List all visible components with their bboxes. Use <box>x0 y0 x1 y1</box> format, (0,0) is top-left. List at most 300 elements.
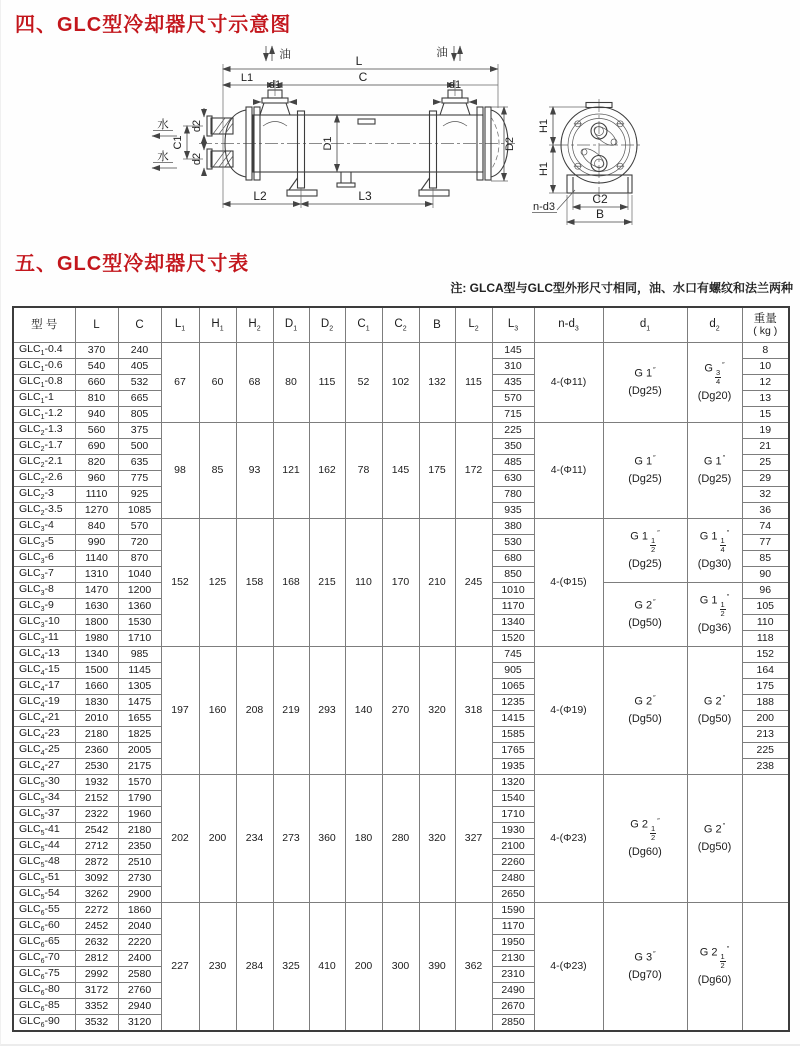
fraction: $\frac{1}{2}$ <box>651 535 656 554</box>
cell-C2: 280 <box>382 775 419 903</box>
cell-thread: G 1″ (Dg25) <box>603 343 687 423</box>
cell-H1: 160 <box>199 647 236 775</box>
inch-mark: ″ <box>653 695 656 703</box>
cell-model: $GLC_3-6$ <box>13 551 75 567</box>
cell-L: 2712 <box>75 839 118 855</box>
inch-mark: ″ <box>722 455 726 463</box>
cell-L: 840 <box>75 519 118 535</box>
table-row <box>13 647 789 663</box>
cell-weight: 164 <box>742 663 789 679</box>
cell-C: 1710 <box>118 631 161 647</box>
cell-C: 1200 <box>118 583 161 599</box>
cell-model: $GLC_4-25$ <box>13 743 75 759</box>
cell-weight <box>742 903 789 1032</box>
cell-D2: 162 <box>309 423 345 519</box>
dim-label-C2: C2 <box>592 192 608 206</box>
cell-L3: 1340 <box>492 615 534 631</box>
cell-D1: 273 <box>273 775 309 903</box>
cell-model: $GLC_5-44$ <box>13 839 75 855</box>
cell-C: 570 <box>118 519 161 535</box>
cell-L3: 850 <box>492 567 534 583</box>
cell-C2: 102 <box>382 343 419 423</box>
cell-L3: 2490 <box>492 983 534 999</box>
cell-B: 210 <box>419 519 455 647</box>
cell-C1: 200 <box>345 903 382 1032</box>
cell-weight: 118 <box>742 631 789 647</box>
cell-model: $GLC_2-3.5$ <box>13 503 75 519</box>
table-body <box>13 343 789 1032</box>
cell-model: $GLC_5-30$ <box>13 775 75 791</box>
cell-H1: 85 <box>199 423 236 519</box>
cell-C: 2040 <box>118 919 161 935</box>
cell-weight: 32 <box>742 487 789 503</box>
cell-model: $GLC_1-0.6$ <box>13 359 75 375</box>
cell-L3: 905 <box>492 663 534 679</box>
cell-C: 2580 <box>118 967 161 983</box>
cell-D2: 360 <box>309 775 345 903</box>
cell-thread: G 2″ (Dg50) <box>687 647 742 775</box>
cell-D2: 115 <box>309 343 345 423</box>
dimension-table <box>12 306 790 1032</box>
cell-C: 2760 <box>118 983 161 999</box>
cell-L: 2322 <box>75 807 118 823</box>
cell-model: $GLC_2-1.3$ <box>13 423 75 439</box>
cell-C: 2900 <box>118 887 161 903</box>
cell-C: 2175 <box>118 759 161 775</box>
cell-n-d3: 4-(Φ23) <box>534 903 603 1032</box>
cell-C: 2730 <box>118 871 161 887</box>
oil-label-right: 油 <box>436 47 448 59</box>
cell-model: $GLC_3-5$ <box>13 535 75 551</box>
cell-L: 3352 <box>75 999 118 1015</box>
cell-L: 1500 <box>75 663 118 679</box>
col-header: $C_2$ <box>382 307 419 343</box>
cell-L3: 1935 <box>492 759 534 775</box>
cell-model: $GLC_1-1$ <box>13 391 75 407</box>
cell-C: 2005 <box>118 743 161 759</box>
cell-B: 320 <box>419 647 455 775</box>
col-header: $D_2$ <box>309 307 345 343</box>
cell-weight: 12 <box>742 375 789 391</box>
col-header: $L_1$ <box>161 307 199 343</box>
cell-C: 720 <box>118 535 161 551</box>
cell-L2: 362 <box>455 903 492 1032</box>
cell-L: 820 <box>75 455 118 471</box>
cell-model: $GLC_3-8$ <box>13 583 75 599</box>
header-row <box>13 307 789 343</box>
cell-model: $GLC_6-90$ <box>13 1015 75 1032</box>
cell-C: 805 <box>118 407 161 423</box>
cell-weight: 110 <box>742 615 789 631</box>
inch-mark: ″ <box>726 946 730 954</box>
inch-mark: ″ <box>722 823 726 831</box>
cell-H1: 125 <box>199 519 236 647</box>
cell-L: 3092 <box>75 871 118 887</box>
cell-C: 3120 <box>118 1015 161 1032</box>
dim-label-d2-bottom: d2 <box>191 152 203 166</box>
cell-L3: 1590 <box>492 903 534 919</box>
cell-L3: 530 <box>492 535 534 551</box>
cell-model: $GLC_6-55$ <box>13 903 75 919</box>
cell-weight: 8 <box>742 343 789 359</box>
cell-L: 810 <box>75 391 118 407</box>
cell-B: 320 <box>419 775 455 903</box>
cell-C: 665 <box>118 391 161 407</box>
cell-D2: 293 <box>309 647 345 775</box>
cell-L3: 145 <box>492 343 534 359</box>
cell-L: 2530 <box>75 759 118 775</box>
cell-model: $GLC_3-9$ <box>13 599 75 615</box>
cell-L: 2152 <box>75 791 118 807</box>
col-header: B <box>419 307 455 343</box>
cell-thread: G 1 $\frac{1}{2}$ ″ (Dg36) <box>687 583 742 647</box>
cell-C: 1570 <box>118 775 161 791</box>
col-header: 型 号 <box>13 307 75 343</box>
cell-C: 1085 <box>118 503 161 519</box>
dim-label-d1-right: d1 <box>448 79 462 91</box>
cell-L: 2812 <box>75 951 118 967</box>
cell-L: 2180 <box>75 727 118 743</box>
cell-C: 375 <box>118 423 161 439</box>
cell-H2: 93 <box>236 423 273 519</box>
cell-L: 3172 <box>75 983 118 999</box>
table-note: 注: GLCA型与GLC型外形尺寸相同，油、水口有螺纹和法兰两种 <box>450 281 793 295</box>
cell-L3: 380 <box>492 519 534 535</box>
oil-label-left: 油 <box>279 49 291 61</box>
inch-mark: ″ <box>722 362 725 370</box>
cell-model: $GLC_4-15$ <box>13 663 75 679</box>
cell-weight: 90 <box>742 567 789 583</box>
cell-model: $GLC_6-70$ <box>13 951 75 967</box>
cell-L: 2010 <box>75 711 118 727</box>
fraction: $\frac{1}{4}$ <box>720 535 725 554</box>
cell-C: 1475 <box>118 695 161 711</box>
cell-L1: 67 <box>161 343 199 423</box>
cell-C: 1360 <box>118 599 161 615</box>
dim-label-H1-bottom: H1 <box>538 161 550 177</box>
cell-L: 1140 <box>75 551 118 567</box>
cell-model: $GLC_6-75$ <box>13 967 75 983</box>
cell-model: $GLC_5-41$ <box>13 823 75 839</box>
dim-label-n-d3: n-d3 <box>532 201 556 213</box>
cell-thread: G 2 $\frac{1}{2}$ ″ (Dg60) <box>687 903 742 1032</box>
col-header: $d_1$ <box>603 307 687 343</box>
cell-C: 2350 <box>118 839 161 855</box>
water-label-bottom: 水 <box>157 151 169 163</box>
cell-weight: 19 <box>742 423 789 439</box>
cell-L: 3532 <box>75 1015 118 1032</box>
cell-model: $GLC_5-51$ <box>13 871 75 887</box>
cell-L: 3262 <box>75 887 118 903</box>
cell-L: 1110 <box>75 487 118 503</box>
cell-L: 2272 <box>75 903 118 919</box>
cell-C: 1145 <box>118 663 161 679</box>
cell-model: $GLC_3-4$ <box>13 519 75 535</box>
dim-label-L1: L1 <box>240 72 254 84</box>
cell-model: $GLC_2-1.7$ <box>13 439 75 455</box>
dim-label-L: L <box>355 54 363 68</box>
cell-thread: G 1″ (Dg25) <box>687 423 742 519</box>
cell-L: 940 <box>75 407 118 423</box>
col-header: C <box>118 307 161 343</box>
cell-L: 560 <box>75 423 118 439</box>
cell-C: 635 <box>118 455 161 471</box>
cell-L: 1830 <box>75 695 118 711</box>
cell-model: $GLC_3-11$ <box>13 631 75 647</box>
cell-thread: G 1″ (Dg25) <box>603 423 687 519</box>
cell-C: 1530 <box>118 615 161 631</box>
cell-L3: 2310 <box>492 967 534 983</box>
dim-label-L3: L3 <box>358 189 372 203</box>
cell-L3: 570 <box>492 391 534 407</box>
cell-L1: 98 <box>161 423 199 519</box>
cell-B: 175 <box>419 423 455 519</box>
cell-model: $GLC_1-0.8$ <box>13 375 75 391</box>
cell-L3: 2260 <box>492 855 534 871</box>
cell-C2: 170 <box>382 519 419 647</box>
cell-model: $GLC_5-37$ <box>13 807 75 823</box>
table-row <box>13 519 789 535</box>
cell-L3: 715 <box>492 407 534 423</box>
cell-weight: 29 <box>742 471 789 487</box>
cell-C1: 140 <box>345 647 382 775</box>
dim-label-B: B <box>595 207 605 221</box>
table-row <box>13 903 789 919</box>
cell-weight: 105 <box>742 599 789 615</box>
cell-L1: 227 <box>161 903 199 1032</box>
cell-L3: 1930 <box>492 823 534 839</box>
cell-L: 660 <box>75 375 118 391</box>
cell-C: 1960 <box>118 807 161 823</box>
cell-model: $GLC_4-21$ <box>13 711 75 727</box>
cell-D1: 219 <box>273 647 309 775</box>
cell-H1: 200 <box>199 775 236 903</box>
cell-L: 2542 <box>75 823 118 839</box>
cell-L3: 1415 <box>492 711 534 727</box>
cell-L3: 1710 <box>492 807 534 823</box>
col-header: $H_1$ <box>199 307 236 343</box>
cell-C: 1790 <box>118 791 161 807</box>
cell-C: 2400 <box>118 951 161 967</box>
cell-C: 1040 <box>118 567 161 583</box>
cell-weight: 21 <box>742 439 789 455</box>
cell-L3: 780 <box>492 487 534 503</box>
cell-model: $GLC_6-80$ <box>13 983 75 999</box>
dim-label-d1-left: d1 <box>268 79 282 91</box>
cell-L3: 745 <box>492 647 534 663</box>
cell-thread: G 2″ (Dg50) <box>603 583 687 647</box>
col-header: $D_1$ <box>273 307 309 343</box>
cell-model: $GLC_5-34$ <box>13 791 75 807</box>
cell-L: 960 <box>75 471 118 487</box>
cell-C: 500 <box>118 439 161 455</box>
cell-L: 990 <box>75 535 118 551</box>
cell-L: 1340 <box>75 647 118 663</box>
cell-thread: G 2 $\frac{1}{2}$ ″ (Dg60) <box>603 775 687 903</box>
cell-C1: 110 <box>345 519 382 647</box>
cell-weight: 213 <box>742 727 789 743</box>
dim-label-D1: D1 <box>322 136 334 151</box>
cell-C: 2180 <box>118 823 161 839</box>
cell-weight: 13 <box>742 391 789 407</box>
cell-H2: 208 <box>236 647 273 775</box>
cell-model: $GLC_4-19$ <box>13 695 75 711</box>
cell-model: $GLC_2-2.6$ <box>13 471 75 487</box>
fraction: $\frac{1}{2}$ <box>720 599 725 618</box>
cell-model: $GLC_4-23$ <box>13 727 75 743</box>
inch-mark: ″ <box>653 455 656 463</box>
cell-C1: 52 <box>345 343 382 423</box>
cell-L2: 172 <box>455 423 492 519</box>
cell-weight: 74 <box>742 519 789 535</box>
cell-model: $GLC_2-2.1$ <box>13 455 75 471</box>
cell-L3: 935 <box>492 503 534 519</box>
cell-L3: 1235 <box>492 695 534 711</box>
cell-L3: 310 <box>492 359 534 375</box>
cell-C: 1825 <box>118 727 161 743</box>
cell-L: 1630 <box>75 599 118 615</box>
cell-weight: 238 <box>742 759 789 775</box>
cell-L3: 630 <box>492 471 534 487</box>
cooler-dimension-drawing <box>1 38 800 243</box>
cell-H2: 68 <box>236 343 273 423</box>
cell-L3: 2670 <box>492 999 534 1015</box>
cell-C1: 78 <box>345 423 382 519</box>
cell-model: $GLC_1-1.2$ <box>13 407 75 423</box>
cell-weight: 36 <box>742 503 789 519</box>
inch-mark: ″ <box>657 530 660 538</box>
cell-C: 1860 <box>118 903 161 919</box>
table-row <box>13 423 789 439</box>
cell-weight: 225 <box>742 743 789 759</box>
cell-L3: 1170 <box>492 919 534 935</box>
cell-L: 2632 <box>75 935 118 951</box>
cell-L2: 318 <box>455 647 492 775</box>
cell-C: 2940 <box>118 999 161 1015</box>
dimension-table-wrap <box>12 306 790 1032</box>
cell-L3: 1950 <box>492 935 534 951</box>
cell-D2: 215 <box>309 519 345 647</box>
cell-L3: 1585 <box>492 727 534 743</box>
cell-L: 1800 <box>75 615 118 631</box>
section5-title: 五、GLC型冷却器尺寸表 <box>15 253 250 275</box>
inch-mark: ″ <box>653 951 656 959</box>
cell-L3: 1540 <box>492 791 534 807</box>
cell-model: $GLC_4-27$ <box>13 759 75 775</box>
fraction: $\frac{3}{4}$ <box>715 367 721 386</box>
cell-L: 1310 <box>75 567 118 583</box>
dim-label-H1-top: H1 <box>538 118 550 134</box>
cell-model: $GLC_4-13$ <box>13 647 75 663</box>
dim-label-d2-top: d2 <box>191 119 203 133</box>
cell-B: 132 <box>419 343 455 423</box>
col-header: 重量 ( kg ) <box>742 307 789 343</box>
cell-C: 985 <box>118 647 161 663</box>
cell-H2: 284 <box>236 903 273 1032</box>
cell-model: $GLC_3-7$ <box>13 567 75 583</box>
cell-C2: 270 <box>382 647 419 775</box>
cell-L2: 115 <box>455 343 492 423</box>
cell-H1: 60 <box>199 343 236 423</box>
cell-C: 240 <box>118 343 161 359</box>
cell-L3: 1765 <box>492 743 534 759</box>
cell-L: 1932 <box>75 775 118 791</box>
cell-weight: 15 <box>742 407 789 423</box>
cell-L: 1270 <box>75 503 118 519</box>
dim-label-L2: L2 <box>253 189 267 203</box>
side-view-shell <box>199 90 515 196</box>
cell-weight: 200 <box>742 711 789 727</box>
cell-model: $GLC_6-85$ <box>13 999 75 1015</box>
cell-L3: 1065 <box>492 679 534 695</box>
cell-L3: 1520 <box>492 631 534 647</box>
cell-model: $GLC_5-54$ <box>13 887 75 903</box>
cell-C2: 145 <box>382 423 419 519</box>
cell-L3: 1010 <box>492 583 534 599</box>
cell-L: 1470 <box>75 583 118 599</box>
cell-L: 1660 <box>75 679 118 695</box>
dim-label-C1: C1 <box>172 135 184 150</box>
cell-C: 2220 <box>118 935 161 951</box>
cell-L3: 2850 <box>492 1015 534 1032</box>
cell-weight: 175 <box>742 679 789 695</box>
cell-L3: 350 <box>492 439 534 455</box>
cell-model: $GLC_1-0.4$ <box>13 343 75 359</box>
cell-H2: 234 <box>236 775 273 903</box>
cell-L1: 197 <box>161 647 199 775</box>
cell-model: $GLC_2-3$ <box>13 487 75 503</box>
cell-n-d3: 4-(Φ23) <box>534 775 603 903</box>
fraction: $\frac{1}{2}$ <box>651 823 656 842</box>
dim-label-D2: D2 <box>504 136 516 152</box>
cell-L3: 2130 <box>492 951 534 967</box>
cell-model: $GLC_3-10$ <box>13 615 75 631</box>
cell-D1: 80 <box>273 343 309 423</box>
cell-L3: 2480 <box>492 871 534 887</box>
cell-C: 532 <box>118 375 161 391</box>
dim-label-C: C <box>358 70 368 84</box>
cell-L: 2360 <box>75 743 118 759</box>
cell-C: 1305 <box>118 679 161 695</box>
cell-L2: 245 <box>455 519 492 647</box>
cell-L: 2452 <box>75 919 118 935</box>
inch-mark: ″ <box>653 367 656 375</box>
cell-D2: 410 <box>309 903 345 1032</box>
inch-mark: ″ <box>726 594 730 602</box>
cell-L3: 680 <box>492 551 534 567</box>
cell-L: 2872 <box>75 855 118 871</box>
cell-B: 390 <box>419 903 455 1032</box>
cell-C: 925 <box>118 487 161 503</box>
cell-H2: 158 <box>236 519 273 647</box>
col-header: $C_1$ <box>345 307 382 343</box>
cell-L2: 327 <box>455 775 492 903</box>
water-label-top: 水 <box>157 119 169 131</box>
cell-n-d3: 4-(Φ11) <box>534 423 603 519</box>
cell-L3: 1170 <box>492 599 534 615</box>
cell-L1: 202 <box>161 775 199 903</box>
inch-mark: ″ <box>653 599 656 607</box>
cell-weight: 77 <box>742 535 789 551</box>
cell-n-d3: 4-(Φ11) <box>534 343 603 423</box>
table-header <box>13 307 789 343</box>
col-header: $n-d_3$ <box>534 307 603 343</box>
cell-weight <box>742 775 789 903</box>
inch-mark: ″ <box>657 818 660 826</box>
cell-thread: G 1 $\frac{1}{4}$ ″ (Dg30) <box>687 519 742 583</box>
cell-weight: 188 <box>742 695 789 711</box>
cell-weight: 10 <box>742 359 789 375</box>
